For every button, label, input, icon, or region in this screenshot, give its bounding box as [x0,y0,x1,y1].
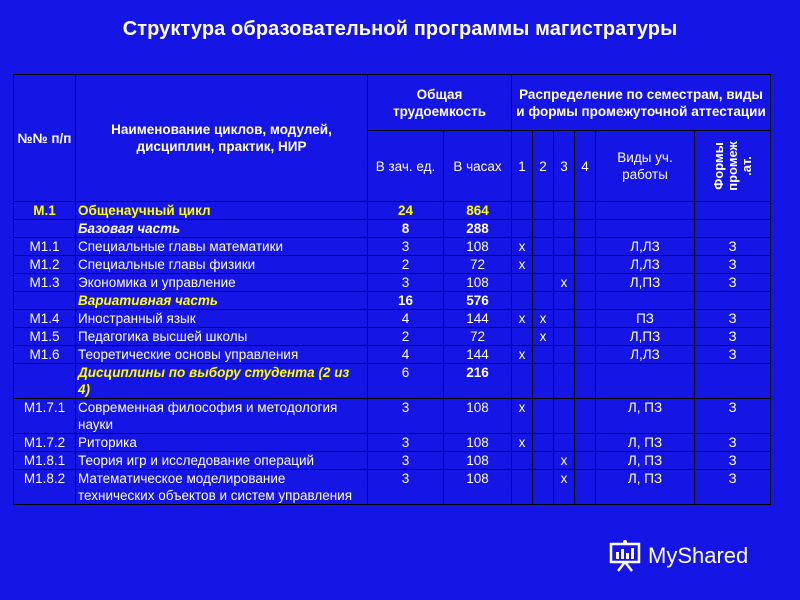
row-sem-2 [533,452,554,470]
row-sem-3 [554,434,575,452]
header-hours: В часах [444,131,512,202]
row-sem-1 [512,292,533,310]
row-sem-2: х [533,310,554,328]
curriculum-table [13,74,771,505]
row-code: М1.4 [14,310,76,328]
row-name: Риторика [76,434,368,452]
row-sem-3 [554,202,575,220]
table-row [14,256,771,274]
row-sem-1: х [512,256,533,274]
row-code: М1.2 [14,256,76,274]
row-hours: 108 [444,238,512,256]
row-credits: 4 [368,346,444,364]
table-row [14,328,771,346]
row-sem-3 [554,328,575,346]
row-credits: 16 [368,292,444,310]
header-sem-1: 1 [512,131,533,202]
row-form [695,220,771,238]
table-row [14,220,771,238]
row-sem-4 [575,274,596,292]
row-name: Педагогика высшей школы [76,328,368,346]
header-num: №№ п/п [14,75,76,202]
row-hours: 576 [444,292,512,310]
row-work-types [596,364,695,399]
row-sem-3 [554,399,575,434]
row-sem-3 [554,310,575,328]
table-row [14,399,771,434]
row-name: Специальные главы математики [76,238,368,256]
table-row [14,310,771,328]
row-hours: 864 [444,202,512,220]
row-work-types: Л, ПЗ [596,434,695,452]
table-row [14,434,771,452]
row-sem-3 [554,238,575,256]
row-credits: 4 [368,310,444,328]
row-work-types: ПЗ [596,310,695,328]
row-sem-4 [575,346,596,364]
table-row [14,238,771,256]
row-work-types: Л, ПЗ [596,399,695,434]
row-sem-3: х [554,452,575,470]
row-form: З [695,452,771,470]
row-sem-1: х [512,399,533,434]
row-name: Вариативная часть [76,292,368,310]
row-sem-2 [533,256,554,274]
row-work-types: Л,ПЗ [596,274,695,292]
row-hours: 216 [444,364,512,399]
row-code [14,292,76,310]
row-sem-3 [554,292,575,310]
row-work-types: Л,ЛЗ [596,346,695,364]
row-sem-4 [575,434,596,452]
row-name: Теория игр и исследование операций [76,452,368,470]
row-sem-4 [575,256,596,274]
row-sem-4 [575,364,596,399]
row-work-types: Л, ПЗ [596,470,695,505]
table-row [14,470,771,505]
row-work-types: Л,ЛЗ [596,256,695,274]
page-title: Структура образовательной программы магистратуры [122,18,678,40]
row-hours: 288 [444,220,512,238]
row-sem-1 [512,364,533,399]
row-sem-1 [512,202,533,220]
row-sem-1: х [512,346,533,364]
row-sem-1 [512,274,533,292]
row-credits: 3 [368,452,444,470]
row-sem-2 [533,238,554,256]
row-sem-2: х [533,328,554,346]
row-hours: 72 [444,328,512,346]
row-form [695,292,771,310]
row-credits: 2 [368,256,444,274]
row-code: М.1 [14,202,76,220]
header-work-types: Виды уч. работы [596,131,695,202]
row-sem-1 [512,452,533,470]
row-sem-4 [575,202,596,220]
row-name: Экономика и управление [76,274,368,292]
row-sem-3: х [554,274,575,292]
row-sem-1 [512,220,533,238]
row-sem-1 [512,470,533,505]
row-sem-3 [554,346,575,364]
row-sem-4 [575,292,596,310]
row-credits: 3 [368,274,444,292]
row-code [14,364,76,399]
row-sem-4 [575,310,596,328]
row-code: М1.5 [14,328,76,346]
row-sem-4 [575,238,596,256]
row-work-types: Л,ЛЗ [596,238,695,256]
row-form: З [695,256,771,274]
header-sem-3: 3 [554,131,575,202]
row-name: Теоретические основы управления [76,346,368,364]
row-sem-1 [512,328,533,346]
table-body [14,202,771,505]
header-name: Наименование циклов, модулей, дисциплин, практик, НИР [76,75,368,202]
row-credits: 3 [368,399,444,434]
row-work-types: Л,ПЗ [596,328,695,346]
presentation-board-icon [608,539,642,573]
header-forms [695,131,771,202]
row-credits: 3 [368,238,444,256]
table-row [14,452,771,470]
row-hours: 108 [444,399,512,434]
row-sem-2 [533,274,554,292]
row-name: Современная философия и методология науки [76,399,368,434]
row-sem-4 [575,399,596,434]
row-sem-3 [554,364,575,399]
row-credits: 3 [368,470,444,505]
table-row [14,274,771,292]
row-name: Дисциплины по выбору студента (2 из 4) [76,364,368,399]
row-form: З [695,310,771,328]
row-code: М1.7.1 [14,399,76,434]
row-hours: 108 [444,274,512,292]
row-form: З [695,274,771,292]
row-work-types [596,202,695,220]
myshared-logo [608,536,748,576]
row-sem-2 [533,346,554,364]
row-sem-3 [554,220,575,238]
row-hours: 108 [444,434,512,452]
row-code [14,220,76,238]
row-sem-2 [533,470,554,505]
row-hours: 108 [444,470,512,505]
row-sem-2 [533,202,554,220]
row-credits: 2 [368,328,444,346]
row-sem-4 [575,452,596,470]
logo-text: MyShared [648,543,749,568]
row-sem-1: х [512,238,533,256]
row-credits: 8 [368,220,444,238]
row-form: З [695,434,771,452]
row-name: Базовая часть [76,220,368,238]
row-sem-3 [554,256,575,274]
row-code: М1.3 [14,274,76,292]
row-form [695,202,771,220]
row-credits: 3 [368,434,444,452]
row-sem-3: х [554,470,575,505]
table-row [14,202,771,220]
row-code: М1.6 [14,346,76,364]
row-sem-1: х [512,434,533,452]
row-form: З [695,238,771,256]
row-sem-1: х [512,310,533,328]
row-code: М1.8.2 [14,470,76,505]
row-hours: 72 [444,256,512,274]
row-credits: 6 [368,364,444,399]
row-hours: 144 [444,310,512,328]
table-row [14,292,771,310]
row-work-types [596,292,695,310]
table-row [14,346,771,364]
row-sem-4 [575,470,596,505]
row-name: Иностранный язык [76,310,368,328]
row-code: М1.8.1 [14,452,76,470]
row-hours: 108 [444,452,512,470]
row-sem-2 [533,364,554,399]
row-code: М1.7.2 [14,434,76,452]
row-name: Специальные главы физики [76,256,368,274]
row-form [695,364,771,399]
row-sem-2 [533,220,554,238]
row-sem-2 [533,399,554,434]
row-sem-4 [575,220,596,238]
row-work-types [596,220,695,238]
row-form: З [695,399,771,434]
row-form: З [695,346,771,364]
row-hours: 144 [444,346,512,364]
header-sem-2: 2 [533,131,554,202]
row-work-types: Л, ПЗ [596,452,695,470]
table-row [14,364,771,399]
header-distribution: Распределение по семестрам, виды и формы промежуточной аттестации [512,75,771,131]
row-name: Математическое моделирование технических объектов и систем управления [76,470,368,505]
row-form: З [695,470,771,505]
row-credits: 24 [368,202,444,220]
header-sem-4: 4 [575,131,596,202]
row-code: М1.1 [14,238,76,256]
row-sem-2 [533,434,554,452]
header-forms-label: Формы промеж .ат. [710,141,754,191]
row-sem-4 [575,328,596,346]
header-labor: Общая трудоемкость [368,75,512,131]
row-sem-2 [533,292,554,310]
row-form: З [695,328,771,346]
row-name: Общенаучный цикл [76,202,368,220]
header-credits: В зач. ед. [368,131,444,202]
